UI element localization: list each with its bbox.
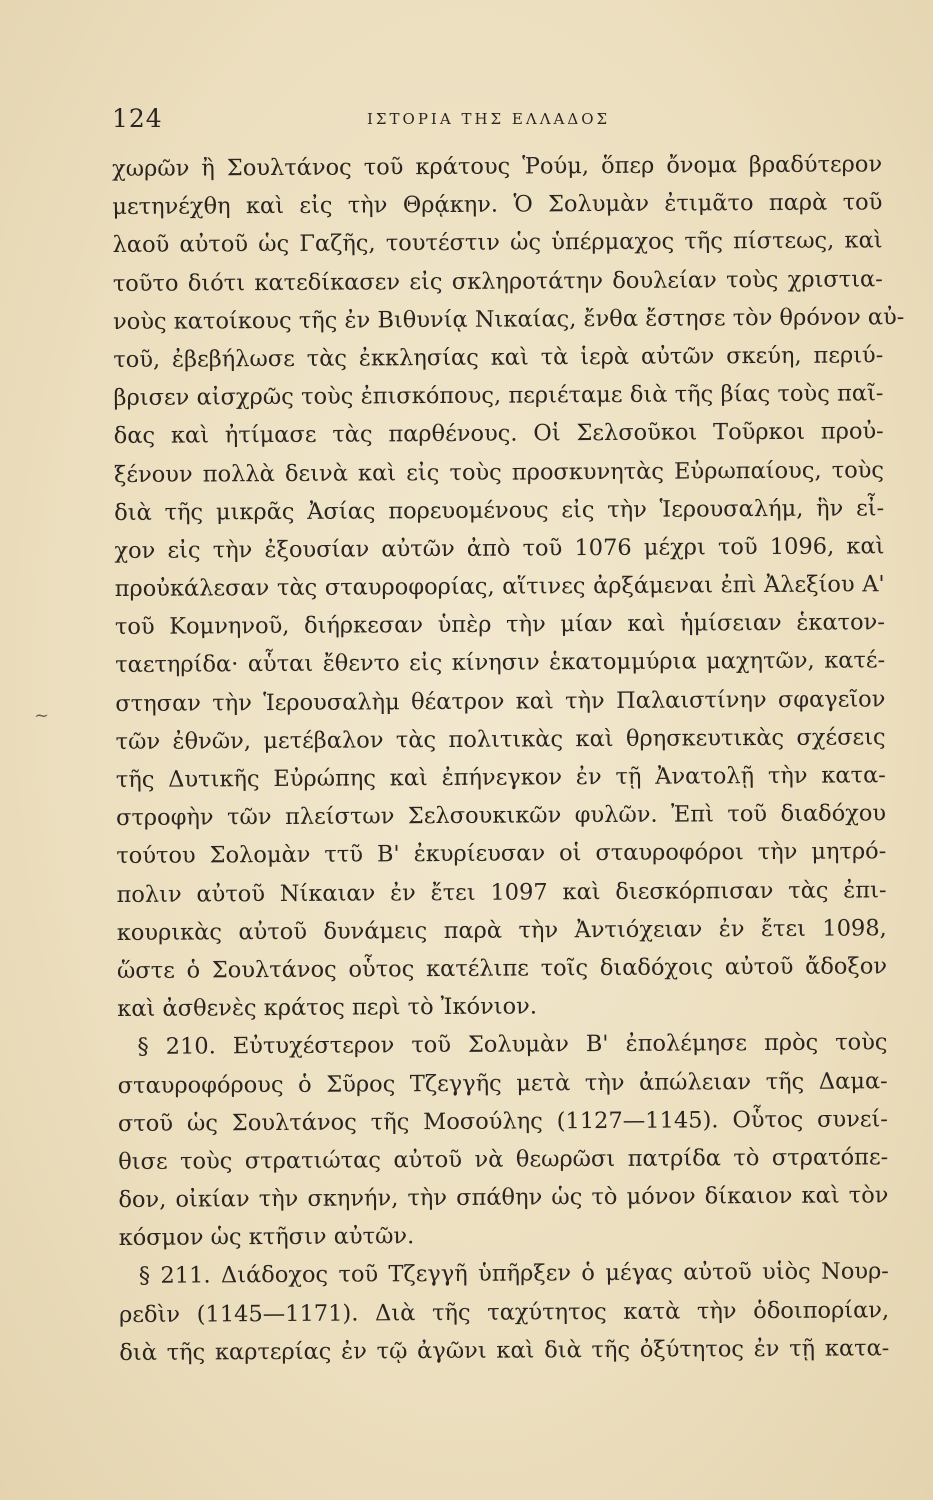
text-line: στησαν τὴν Ἱερουσαλὴμ θέατρον καὶ τὴν Παλαιστίνην σφαγεῖον [115, 685, 886, 717]
text-line: μετηνέχθη καὶ εἰς τὴν Θρᾴκην. Ὁ Σολυμὰν ἐτιμᾶτο παρὰ τοῦ [112, 189, 883, 221]
text-line: χον εἰς τὴν ἐξουσίαν αὐτῶν ἀπὸ τοῦ 1076 μέχρι τοῦ 1096, καὶ [114, 533, 885, 564]
text-line: διὰ τῆς μικρᾶς Ἀσίας πορευομένους εἰς τὴν Ἱερουσαλήμ, ἣν εἶ- [114, 494, 885, 526]
text-line: § 211. Διάδοχος τοῦ Τζεγγῆ ὑπῆρξεν ὁ μέγας αὐτοῦ υἱὸς Νουρ- [138, 1258, 889, 1290]
text-line: δον, οἰκίαν τὴν σκηνήν, τὴν σπάθην ὡς τὸ μόνον δίκαιον καὶ τὸν [118, 1182, 889, 1214]
text-line: πολιν αὐτοῦ Νίκαιαν ἐν ἔτει 1097 καὶ διεσκόρπισαν τὰς ἐπι- [116, 876, 887, 908]
text-line: ξένουν πολλὰ δεινὰ καὶ εἰς τοὺς προσκυνητὰς Εὐρωπαίους, τοὺς [113, 456, 885, 488]
margin-mark: ~ [34, 705, 50, 726]
text-line: θισε τοὺς στρατιώτας αὐτοῦ νὰ θεωρῶσι πατρίδα τὸ στρατόπε- [118, 1144, 889, 1175]
text-line: κουρικὰς αὐτοῦ δυνάμεις παρὰ τὴν Ἀντιόχειαν ἐν ἔτει 1098, [116, 915, 887, 946]
text-line: καὶ ἀσθενὲς κράτος περὶ τὸ Ἰκόνιον. [117, 993, 538, 1023]
page-header [112, 104, 872, 144]
body-text [112, 145, 905, 1372]
text-line: στροφὴν τῶν πλείστων Σελσουκικῶν φυλῶν. Ἐπὶ τοῦ διαδόχου [116, 800, 887, 832]
text-line: σταυροφόρους ὁ Σῦρος Τζεγγῆς μετὰ τὴν ἀπώλειαν τῆς Δαμα- [117, 1067, 888, 1099]
text-line: τούτου Σολομὰν ττῦ Β' ἐκυρίευσαν οἱ σταυροφόροι τὴν μητρό- [116, 838, 887, 870]
text-line: στοῦ ὡς Σουλτάνος τῆς Μοσούλης (1127—1145). Οὗτος συνεί- [117, 1105, 889, 1137]
text-line: τοῦ, ἐβεβήλωσε τὰς ἐκκλησίας καὶ τὰ ἱερὰ αὐτῶν σκεύη, περιύ- [113, 342, 884, 373]
text-line: χωρῶν ἢ Σουλτάνος τοῦ κράτους Ῥούμ, ὅπερ ὄνομα βραδύτερον [112, 151, 883, 182]
text-line: κόσμον ὡς κτῆσιν αὐτῶν. [118, 1223, 415, 1252]
text-line: δας καὶ ἠτίμασε τὰς παρθένους. Οἱ Σελσοῦκοι Τοῦρκοι προὐ- [113, 418, 884, 450]
text-line: ταετηρίδα· αὗται ἔθεντο εἰς κίνησιν ἑκατομμύρια μαχητῶν, κατέ- [115, 647, 886, 679]
text-line: προὐκάλεσαν τὰς σταυροφορίας, αἵτινες ἀρξάμεναι ἐπὶ Ἀλεξίου Α' [114, 571, 885, 603]
text-line: λαοῦ αὐτοῦ ὡς Γαζῆς, τουτέστιν ὡς ὑπέρμαχος τῆς πίστεως, καὶ [112, 227, 883, 259]
text-line: § 210. Εὐτυχέστερον τοῦ Σολυμὰν Β' ἐπολέμησε πρὸς τοὺς [137, 1029, 888, 1061]
page-number: 124 [112, 104, 163, 133]
text-line: τῶν ἐθνῶν, μετέβαλον τὰς πολιτικὰς καὶ θρησκευτικὰς σχέσεις [115, 724, 886, 755]
running-title: ΙΣΤΟΡΙΑ ΤΗΣ ΕΛΛΑΔΟΣ [367, 110, 611, 128]
text-line: τοῦτο διότι κατεδίκασεν εἰς σκληροτάτην δουλείαν τοὺς χριστια- [112, 265, 883, 297]
text-line: διὰ τῆς καρτερίας ἐν τῷ ἀγῶνι καὶ διὰ τῆς ὀξύτητος ἐν τῇ κατα- [119, 1335, 890, 1366]
text-line: ρεδὶν (1145—1171). Διὰ τῆς ταχύτητος κατὰ τὴν ὁδοιπορίαν, [119, 1296, 890, 1328]
text-line: τοῦ Κομνηνοῦ, διήρκεσαν ὑπὲρ τὴν μίαν καὶ ἡμίσειαν ἑκατον- [114, 609, 885, 641]
text-line: τῆς Δυτικῆς Εὐρώπης καὶ ἐπήνεγκον ἐν τῇ Ἀνατολῇ τὴν κατα- [115, 762, 886, 793]
text-line: βρισεν αἰσχρῶς τοὺς ἐπισκόπους, περιέταμε διὰ τῆς βίας τοὺς παῖ- [113, 380, 884, 412]
text-line: νοὺς κατοίκους τῆς ἐν Βιθυνίᾳ Νικαίας, ἔνθα ἔστησε τὸν θρόνον αὐ- [112, 303, 905, 335]
text-line: ὥστε ὁ Σουλτάνος οὗτος κατέλιπε τοῖς διαδόχοις αὐτοῦ ἄδοξον [116, 953, 888, 984]
